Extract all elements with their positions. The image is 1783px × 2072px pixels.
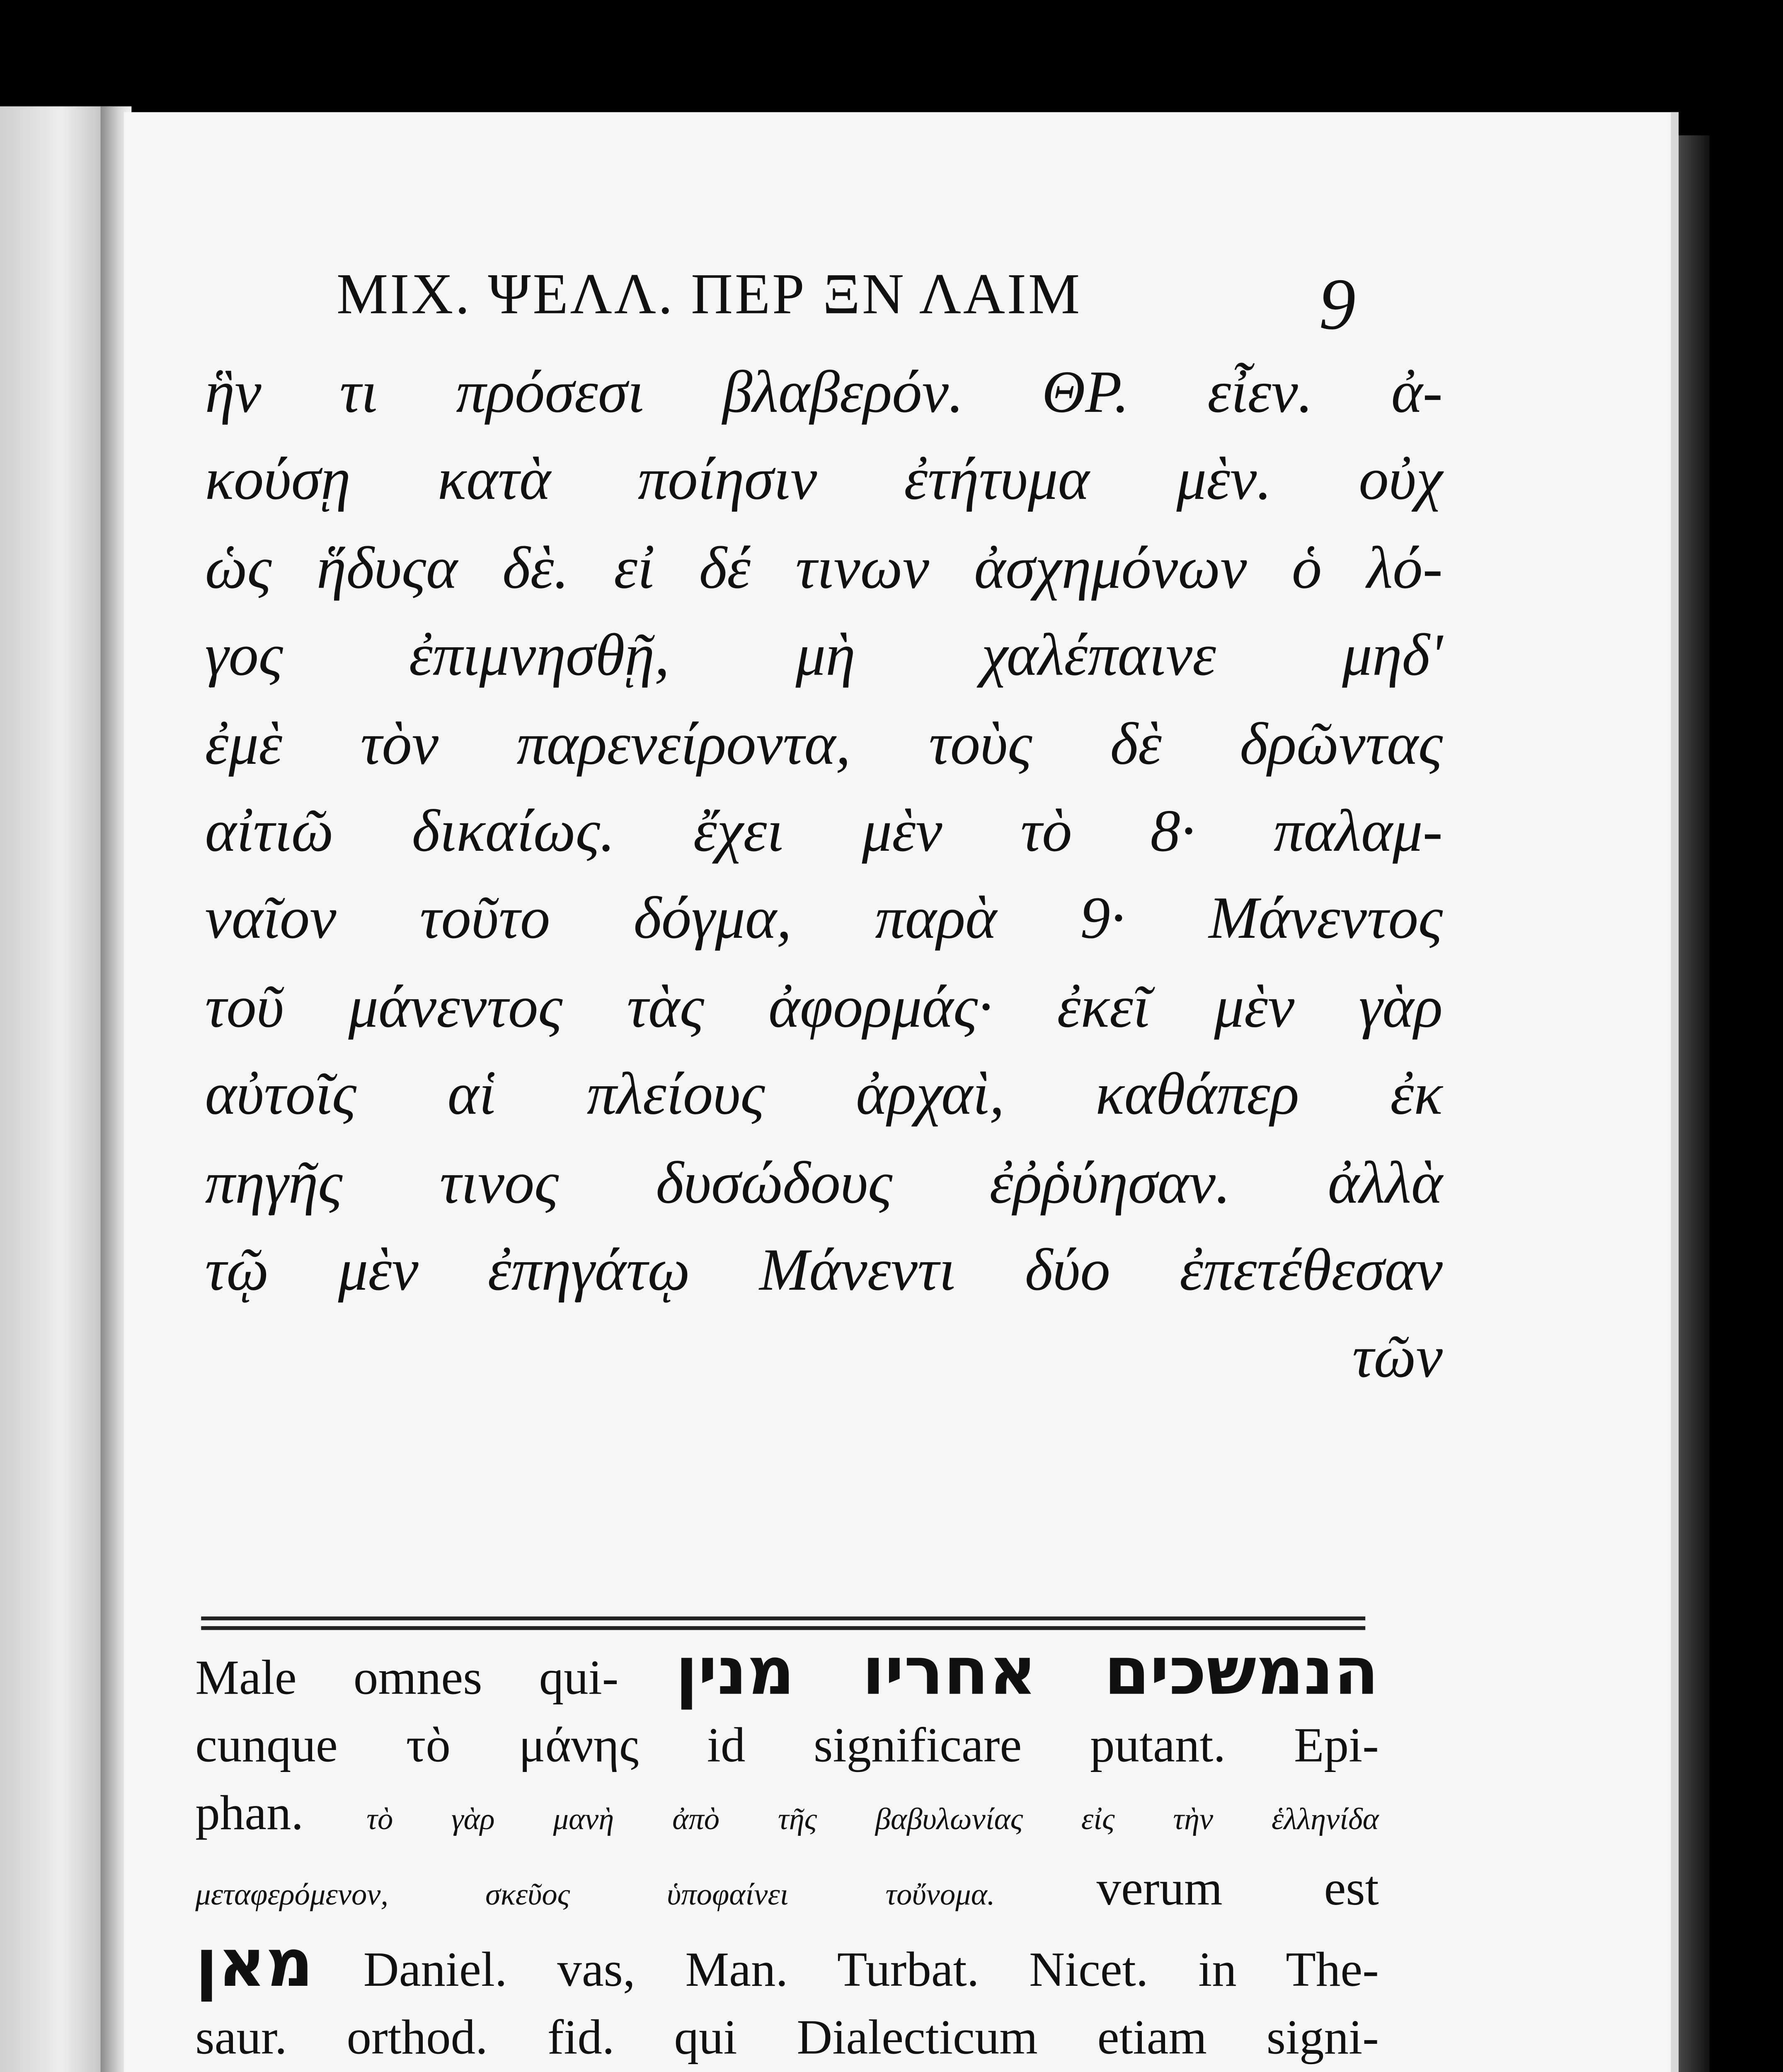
catchword: τῶν bbox=[1352, 1323, 1443, 1392]
note-line: saur. orthod. fid. qui Dialecticum etiam signi- bbox=[195, 2008, 1379, 2065]
book-page bbox=[124, 112, 1679, 2072]
note-latin: Daniel. vas, Man. Turbat. Nicet. in The- bbox=[363, 1940, 1379, 1997]
greek-line: κούσῃ κατὰ ποίησιν ἐτήτυμα μὲν. οὐχ bbox=[205, 445, 1443, 513]
note-greek: μεταφερόμενον, σκεῦος ὑποφαίνει τοὔνομα. bbox=[195, 1879, 995, 1912]
note-line bbox=[195, 1781, 1379, 1856]
greek-line: τῷ μὲν ἐπηγάτῳ Μάνεντι δύο ἐπετέθεσαν bbox=[205, 1235, 1443, 1304]
footnote-rule bbox=[201, 1626, 1365, 1630]
greek-main-text bbox=[205, 348, 1443, 1402]
note-line: cunque τὸ μάνης id significare putant. Epi- bbox=[195, 1716, 1379, 1773]
note-latin: phan. bbox=[195, 1784, 304, 1841]
greek-line: γος ἐπιμνησθῇ, μὴ χαλέπαινε μηδ' bbox=[205, 621, 1443, 689]
note-line bbox=[195, 1925, 1379, 2004]
running-head: MIX. ΨΕΛΛ. ΠΕΡ ΞΝ ΛΑΙΜ bbox=[336, 263, 1082, 327]
greek-line: αὐτοῖς αἱ πλείους ἀρχαὶ, καθάπερ ἐκ bbox=[205, 1060, 1443, 1128]
greek-line: ναῖον τοῦτο δόγμα, παρὰ 9· Μάνεντος bbox=[205, 884, 1443, 952]
footnote-rule bbox=[201, 1617, 1365, 1620]
note-latin: Male omnes qui- bbox=[195, 1649, 619, 1706]
greek-line: αἰτιῶ δικαίως. ἔχει μὲν τὸ 8· παλαμ- bbox=[205, 796, 1443, 864]
greek-line: ὡς ἥδυςα δὲ. εἰ δέ τινων ἀσχημόνων ὁ λό- bbox=[205, 533, 1443, 601]
greek-line: τοῦ μάνεντος τὰς ἀφορμάς· ἐκεῖ μὲν γὰρ bbox=[205, 972, 1443, 1040]
note-hebrew: מאן bbox=[195, 1925, 314, 2003]
footnotes bbox=[195, 1634, 1379, 2072]
greek-line: ἣν τι πρόσεσι βλαβερόν. ΘΡ. εἶεν. ἀ- bbox=[205, 358, 1443, 426]
note-line bbox=[195, 1634, 1379, 1713]
page-number: 9 bbox=[1319, 265, 1356, 346]
note-latin: verum est bbox=[1096, 1859, 1379, 1916]
left-page-edge bbox=[0, 107, 112, 2072]
note-line bbox=[195, 1856, 1379, 1931]
greek-line: ἐμὲ τὸν παρενείροντα, τοὺς δὲ δρῶντας bbox=[205, 709, 1443, 777]
note-hebrew: הנמשכים אחריו מנין bbox=[675, 1634, 1379, 1711]
note-greek: τὸ γὰρ μανὴ ἀπὸ τῆς βαβυλωνίας εἰς τὴν ἑλληνίδα bbox=[366, 1803, 1379, 1837]
greek-line: πηγῆς τινος δυσώδους ἐῤῥύησαν. ἀλλὰ bbox=[205, 1148, 1443, 1216]
